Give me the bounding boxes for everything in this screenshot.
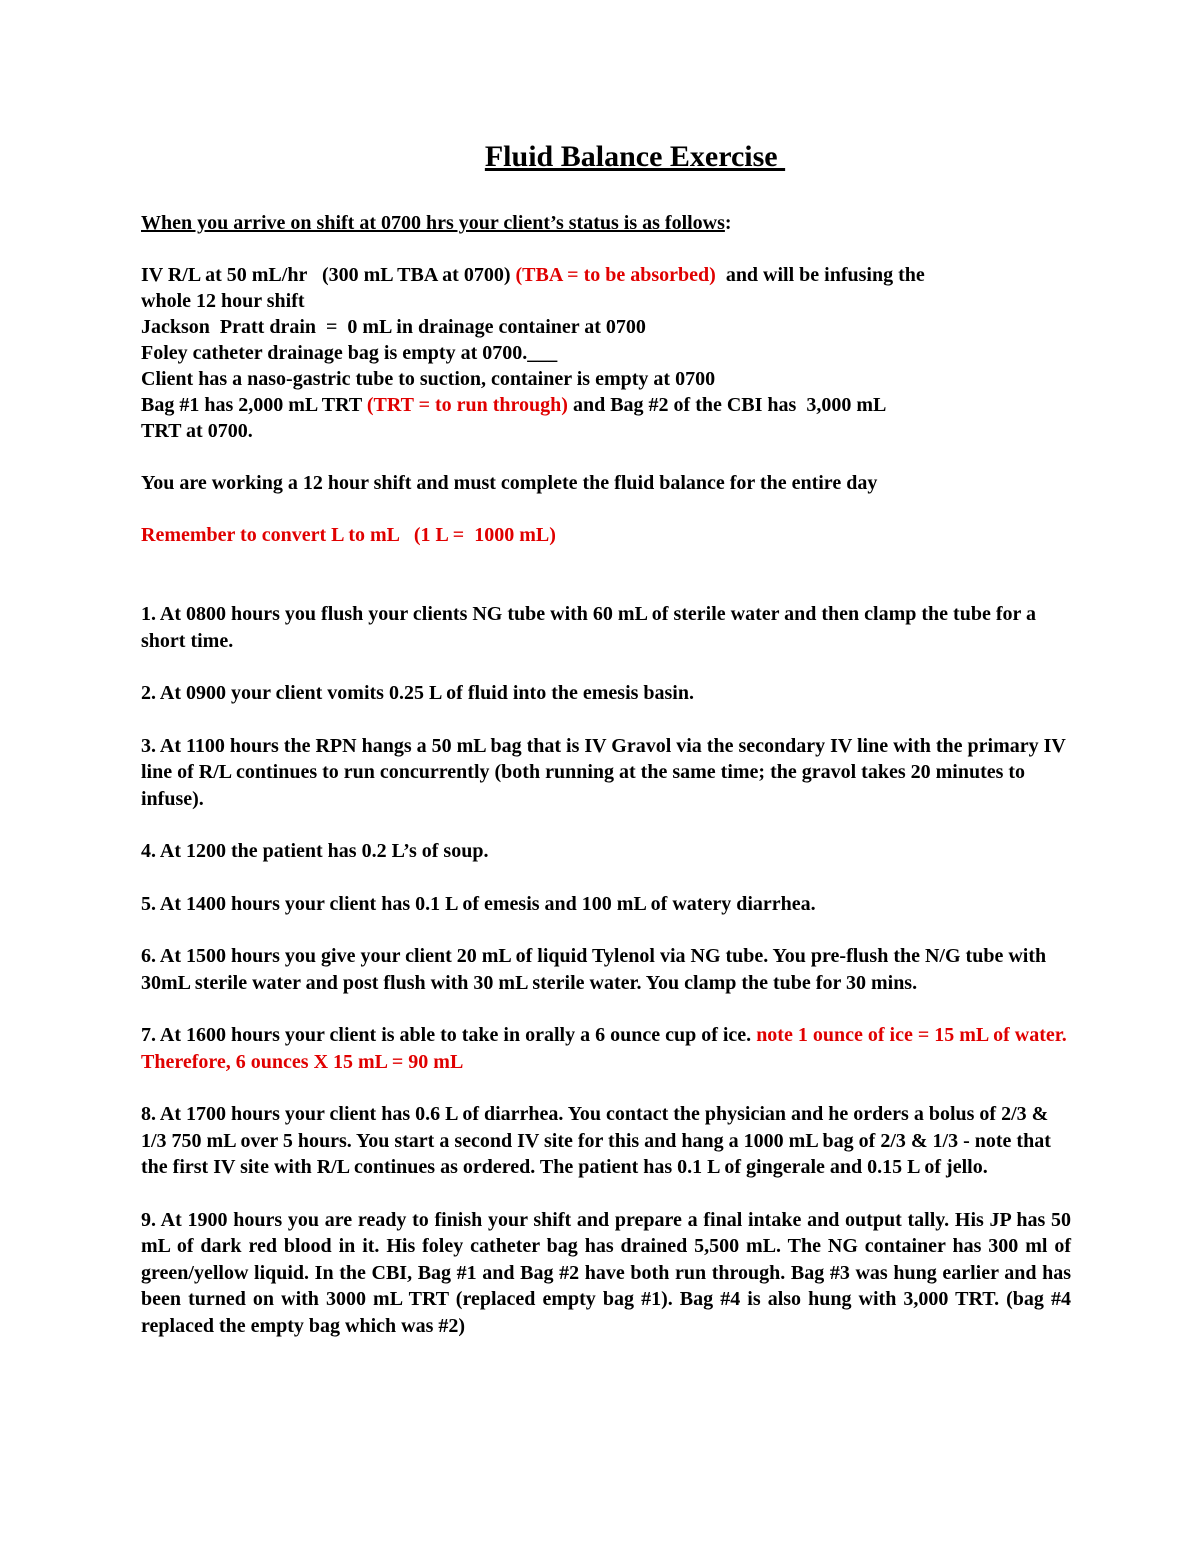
list-item-7-text: 7. At 1600 hours your client is able to take in orally a 6 ounce cup of ice. bbox=[141, 1024, 757, 1046]
tba-definition: (TBA = to be absorbed) bbox=[515, 264, 716, 286]
list-item-3: 3. At 1100 hours the RPN hangs a 50 mL bag that is IV Gravol via the secondary IV line with the primary IV line of R/L continues to run concurrently (both running at the same time; the gravol takes 20 minutes to infuse). bbox=[141, 734, 1066, 810]
status-bag-line-2: TRT at 0700. bbox=[141, 420, 253, 442]
status-foley bbox=[141, 340, 1071, 366]
exercise-list bbox=[141, 601, 1071, 1339]
spacer bbox=[141, 584, 1071, 601]
trt-definition: (TRT = to run through) bbox=[366, 394, 568, 416]
status-bag bbox=[141, 392, 1071, 418]
list-item-5: 5. At 1400 hours your client has 0.1 L of emesis and 100 mL of watery diarrhea. bbox=[141, 892, 816, 915]
intro-heading-text: When you arrive on shift at 0700 hrs your client’s status is as follows bbox=[141, 212, 725, 234]
status-foley-blank: ___ bbox=[527, 342, 558, 364]
list-item-8: 8. At 1700 hours your client has 0.6 L of diarrhea. You contact the physician and he orders a bolus of 2/3 & 1/3 750 mL over 5 hours. You start a second IV site for this and hang a 1000 mL bag of 2/3 & 1/3 - note that the first IV site with R/L continues as ordered. The patient has 0.1 L of gingerale and 0.15 L of jello. bbox=[141, 1103, 1051, 1178]
conversion-reminder: Remember to convert L to mL (1 L = 1000 mL) bbox=[141, 524, 556, 546]
shift-note: You are working a 12 hour shift and must complete the fluid balance for the entire day bbox=[141, 472, 878, 494]
document-title: Fluid Balance Exercise bbox=[484, 140, 786, 173]
status-jp-drain: Jackson Pratt drain = 0 mL in drainage container at 0700 bbox=[141, 316, 646, 338]
status-bag-text-continued: and Bag #2 of the CBI has 3,000 mL bbox=[567, 394, 887, 416]
list-item-9: 9. At 1900 hours you are ready to finish your shift and prepare a final intake and output tally. His JP has 50 mL of dark red blood in it. His foley catheter bag has drained 5,500 mL. The NG container has 300 ml of green/yellow liquid. In the CBI, Bag #1 and Bag #2 have both run through. Bag #3 was hung earlier and has been turned on with 3000 mL TRT (replaced empty bag #1). Bag #4 is also hung with 3,000 TRT. (bag #4 replaced the empty bag which was #2) bbox=[141, 1208, 1071, 1337]
status-iv-line-2: whole 12 hour shift bbox=[141, 290, 305, 312]
status-ng-tube: Client has a naso-gastric tube to suction, container is empty at 0700 bbox=[141, 368, 716, 390]
list-item-4: 4. At 1200 the patient has 0.2 L’s of soup. bbox=[141, 840, 489, 862]
list-item-6: 6. At 1500 hours you give your client 20 mL of liquid Tylenol via NG tube. You pre-flush the N/G tube with 30mL sterile water and post flush with 30 mL sterile water. You clamp the tube for 30 mins. bbox=[141, 945, 1047, 994]
status-iv-text-continued: and will be infusing the bbox=[715, 264, 925, 286]
spacer bbox=[141, 548, 1071, 584]
status-iv-text: IV R/L at 50 mL/hr (300 mL TBA at 0700) bbox=[141, 264, 516, 286]
intro-heading-colon: : bbox=[724, 212, 732, 234]
ice-conversion-note: note 1 ounce of ice = 15 mL of water. Therefore, 6 ounces X 15 mL = 90 mL bbox=[141, 1024, 1067, 1073]
list-item-1: 1. At 0800 hours you flush your clients NG tube with 60 mL of sterile water and then clamp the tube for a short time. bbox=[141, 603, 1037, 652]
spacer bbox=[141, 444, 1071, 470]
list-item-2: 2. At 0900 your client vomits 0.25 L of fluid into the emesis basin. bbox=[141, 682, 694, 704]
spacer bbox=[141, 496, 1071, 522]
intro-heading bbox=[141, 210, 1071, 236]
status-foley-text: Foley catheter drainage bag is empty at 0700. bbox=[141, 342, 528, 364]
client-status-block bbox=[141, 262, 1071, 444]
spacer bbox=[141, 236, 1071, 262]
list-item-7 bbox=[141, 1022, 1071, 1075]
document-page bbox=[141, 140, 1071, 1365]
status-iv-line bbox=[141, 262, 1071, 288]
status-bag-text: Bag #1 has 2,000 mL TRT bbox=[141, 394, 367, 416]
